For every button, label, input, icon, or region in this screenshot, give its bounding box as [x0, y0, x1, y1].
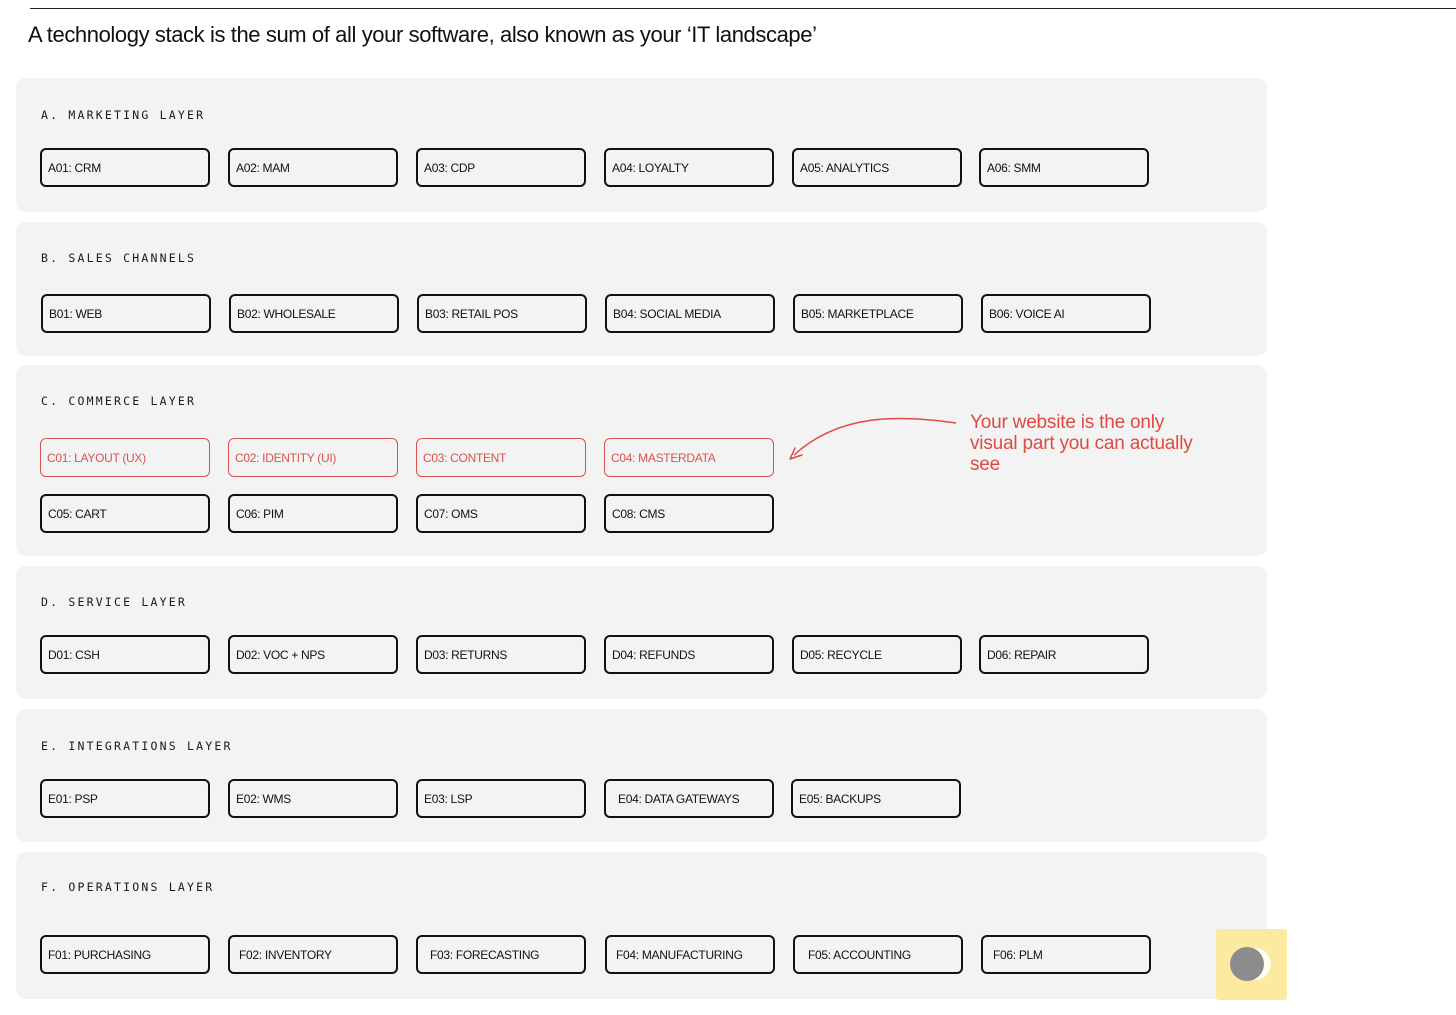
layer-service — [16, 566, 1267, 699]
page-title: A technology stack is the sum of all your software, also known as your ‘IT landscape’ — [28, 22, 817, 47]
stack-item[interactable]: D01: CSH — [40, 635, 210, 674]
stack-item[interactable]: F05: ACCOUNTING — [793, 935, 963, 974]
stack-item[interactable]: D04: REFUNDS — [604, 635, 774, 674]
layer-marketing — [16, 78, 1267, 212]
stack-item[interactable]: B05: MARKETPLACE — [793, 294, 963, 333]
stack-item[interactable]: B06: VOICE AI — [981, 294, 1151, 333]
stack-item[interactable]: A06: SMM — [979, 148, 1149, 187]
layer-title: E. INTEGRATIONS LAYER — [41, 739, 233, 753]
stack-item[interactable]: F04: MANUFACTURING — [605, 935, 775, 974]
stack-item[interactable]: E02: WMS — [228, 779, 398, 818]
layer-operations — [16, 852, 1267, 999]
stack-item[interactable]: E03: LSP — [416, 779, 586, 818]
stack-item[interactable]: F02: INVENTORY — [228, 935, 398, 974]
overlapping-circles-icon — [1216, 929, 1287, 1000]
stack-item[interactable]: E01: PSP — [40, 779, 210, 818]
stack-item[interactable]: E05: BACKUPS — [791, 779, 961, 818]
layer-title: F. OPERATIONS LAYER — [41, 880, 215, 894]
stack-item[interactable]: E04: DATA GATEWAYS — [604, 779, 774, 818]
stack-item[interactable]: C06: PIM — [228, 494, 398, 533]
stack-item[interactable]: A05: ANALYTICS — [792, 148, 962, 187]
top-divider — [30, 8, 1456, 9]
stack-item[interactable]: F01: PURCHASING — [40, 935, 210, 974]
stack-item-highlighted[interactable]: C04: MASTERDATA — [604, 438, 774, 477]
stack-item[interactable]: C07: OMS — [416, 494, 586, 533]
layer-title: D. SERVICE LAYER — [41, 595, 187, 609]
stack-item[interactable]: D03: RETURNS — [416, 635, 586, 674]
stack-item[interactable]: A04: LOYALTY — [604, 148, 774, 187]
stack-item[interactable]: D06: REPAIR — [979, 635, 1149, 674]
layer-integrations — [16, 709, 1267, 842]
stack-item[interactable]: A03: CDP — [416, 148, 586, 187]
stack-item-highlighted[interactable]: C02: IDENTITY (UI) — [228, 438, 398, 477]
callout-arrow-icon — [780, 405, 970, 475]
callout-text: Your website is the only visual part you can actually see — [970, 412, 1193, 475]
stack-item-highlighted[interactable]: C01: LAYOUT (UX) — [40, 438, 210, 477]
stack-item[interactable]: B01: WEB — [41, 294, 211, 333]
stack-item[interactable]: B04: SOCIAL MEDIA — [605, 294, 775, 333]
layer-title: A. MARKETING LAYER — [41, 108, 206, 122]
stack-item[interactable]: B02: WHOLESALE — [229, 294, 399, 333]
layer-title: C. COMMERCE LAYER — [41, 394, 197, 408]
stack-item[interactable]: F06: PLM — [981, 935, 1151, 974]
stack-item[interactable]: A02: MAM — [228, 148, 398, 187]
stack-item[interactable]: D02: VOC + NPS — [228, 635, 398, 674]
stack-item[interactable]: C05: CART — [40, 494, 210, 533]
stack-item[interactable]: F03: FORECASTING — [416, 935, 586, 974]
layer-sales-channels — [16, 222, 1267, 356]
stack-item-highlighted[interactable]: C03: CONTENT — [416, 438, 586, 477]
layer-title: B. SALES CHANNELS — [41, 251, 197, 265]
stack-item[interactable]: C08: CMS — [604, 494, 774, 533]
stack-item[interactable]: D05: RECYCLE — [792, 635, 962, 674]
stack-item[interactable]: B03: RETAIL POS — [417, 294, 587, 333]
floating-badge[interactable] — [1216, 929, 1287, 1000]
stack-item[interactable]: A01: CRM — [40, 148, 210, 187]
